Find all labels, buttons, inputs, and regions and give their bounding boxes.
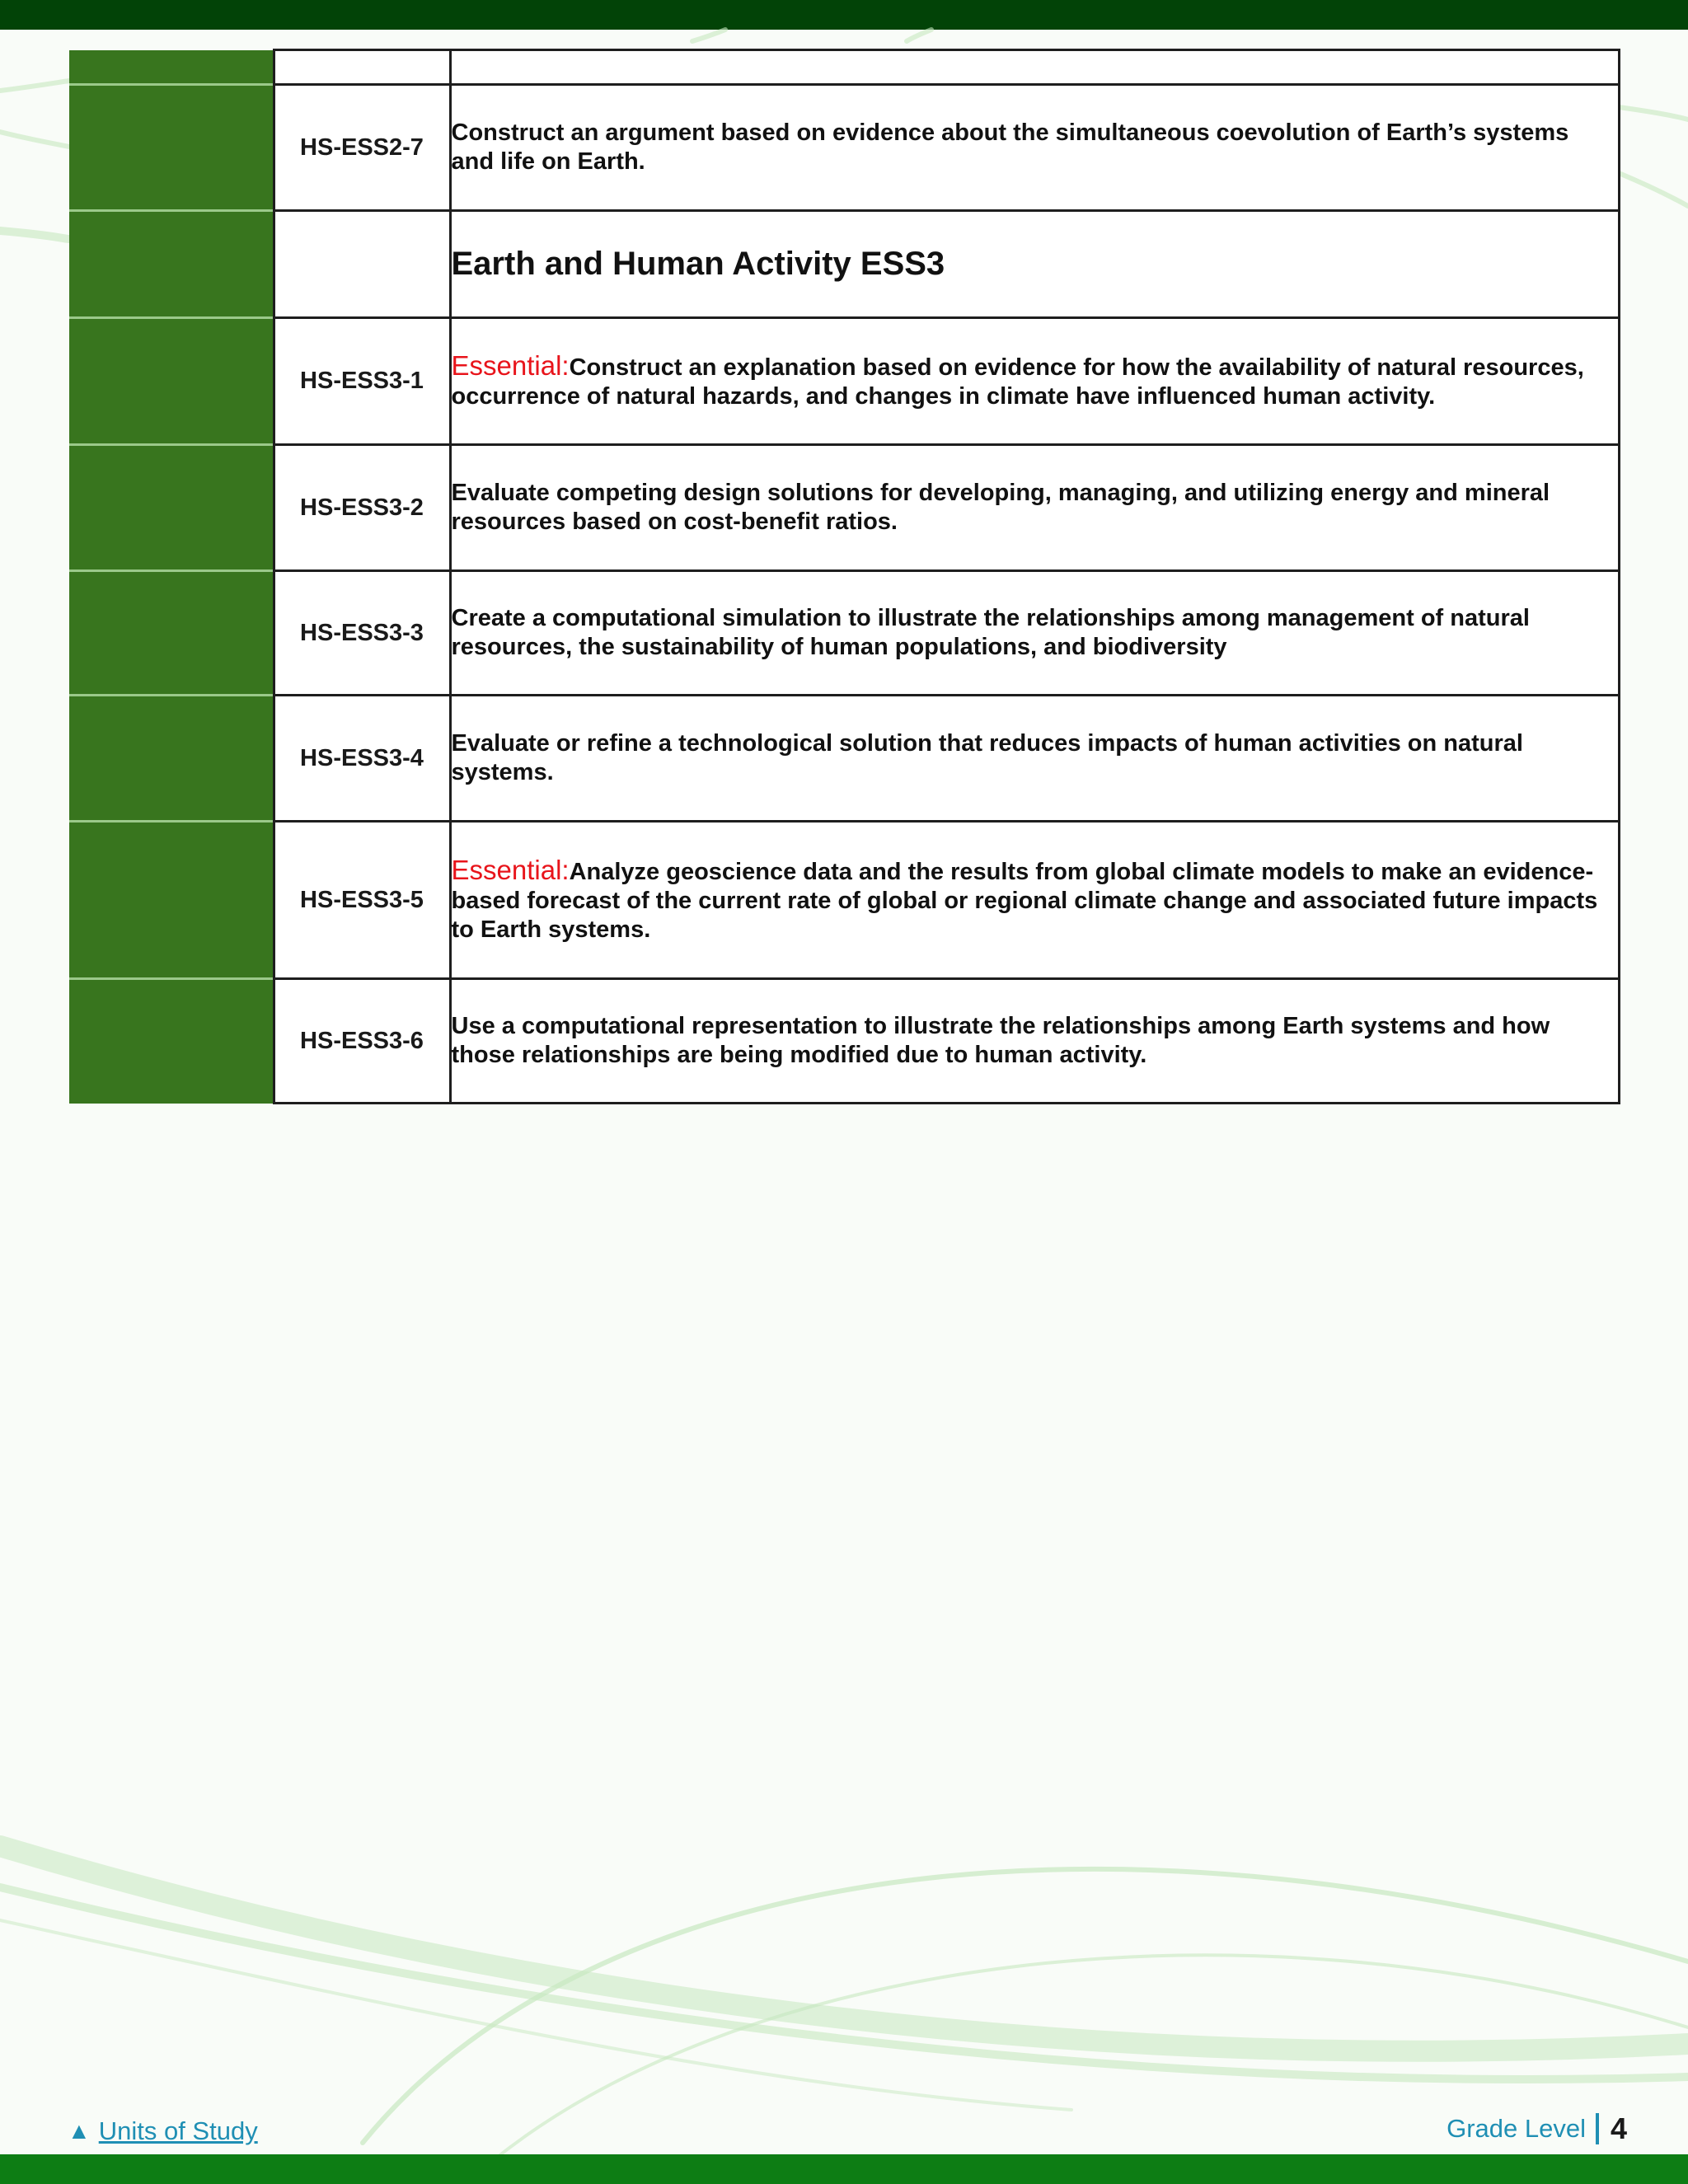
- standard-code: [274, 50, 450, 85]
- standard-description: [450, 696, 1619, 822]
- footer-divider: [1596, 2113, 1599, 2144]
- description-text: Evaluate competing design solutions for developing, managing, and utilizing energy and mineral resources based on cost-benefit ratios.: [451, 480, 1550, 535]
- table-row: [69, 85, 1619, 211]
- standard-description: [450, 50, 1619, 85]
- standard-code: HS-ESS3-3: [274, 571, 450, 696]
- standard-code: HS-ESS3-4: [274, 696, 450, 822]
- essential-label: Essential:: [451, 855, 570, 885]
- side-column-cell: [69, 822, 274, 979]
- standards-table: [69, 49, 1620, 1104]
- standard-description: [450, 318, 1619, 445]
- standard-code: HS-ESS3-6: [274, 979, 450, 1104]
- standard-code: HS-ESS3-5: [274, 822, 450, 979]
- description-text: Use a computational representation to illustrate the relationships among Earth systems and how those relationships are being modified due to human activity.: [451, 1013, 1550, 1068]
- side-column-cell: [69, 318, 274, 445]
- description-text: Construct an explanation based on evidence for how the availability of natural resources, occurrence of natural hazards, and changes in climate have influenced human activity.: [451, 354, 1584, 410]
- side-column-cell: [69, 211, 274, 318]
- table-row: [69, 445, 1619, 571]
- units-of-study-link[interactable]: [68, 2116, 258, 2146]
- table-row: [69, 50, 1619, 85]
- side-column-cell: [69, 696, 274, 822]
- standard-description: [450, 85, 1619, 211]
- page-footer-info: [1447, 2111, 1627, 2146]
- table-row: [69, 696, 1619, 822]
- standard-code: HS-ESS2-7: [274, 85, 450, 211]
- essential-label: Essential:: [451, 350, 570, 381]
- standard-description: [450, 979, 1619, 1104]
- side-column-cell: [69, 571, 274, 696]
- section-heading: Earth and Human Activity ESS3: [450, 211, 1619, 318]
- description-text: Analyze geoscience data and the results from global climate models to make an evidence-based forecast of the current rate of global or regional climate change and associated future impacts to Earth systems.: [451, 859, 1598, 943]
- units-of-study-label[interactable]: Units of Study: [98, 2116, 258, 2145]
- description-text: Construct an argument based on evidence about the simultaneous coevolution of Earth’s systems and life on Earth.: [451, 120, 1569, 175]
- description-text: Evaluate or refine a technological solution that reduces impacts of human activities on natural systems.: [451, 730, 1523, 785]
- standard-description: [450, 822, 1619, 979]
- table-row: [69, 318, 1619, 445]
- side-column-cell: [69, 979, 274, 1104]
- standard-code: [274, 211, 450, 318]
- grade-level-label: Grade Level: [1447, 2114, 1586, 2143]
- side-column-cell: [69, 50, 274, 85]
- standard-code: HS-ESS3-1: [274, 318, 450, 445]
- side-column-cell: [69, 445, 274, 571]
- up-arrow-icon: ▲: [68, 2118, 91, 2144]
- standard-code: HS-ESS3-2: [274, 445, 450, 571]
- side-column-cell: [69, 85, 274, 211]
- standard-description: [450, 445, 1619, 571]
- table-row: [69, 211, 1619, 318]
- table-row: [69, 571, 1619, 696]
- table-row: [69, 979, 1619, 1104]
- standard-description: [450, 571, 1619, 696]
- page-number: 4: [1610, 2111, 1627, 2145]
- description-text: Create a computational simulation to illustrate the relationships among management of natural resources, the sustainability of human populations, and biodiversity: [451, 605, 1530, 660]
- table-row: [69, 822, 1619, 979]
- bottom-banner: [0, 2154, 1688, 2184]
